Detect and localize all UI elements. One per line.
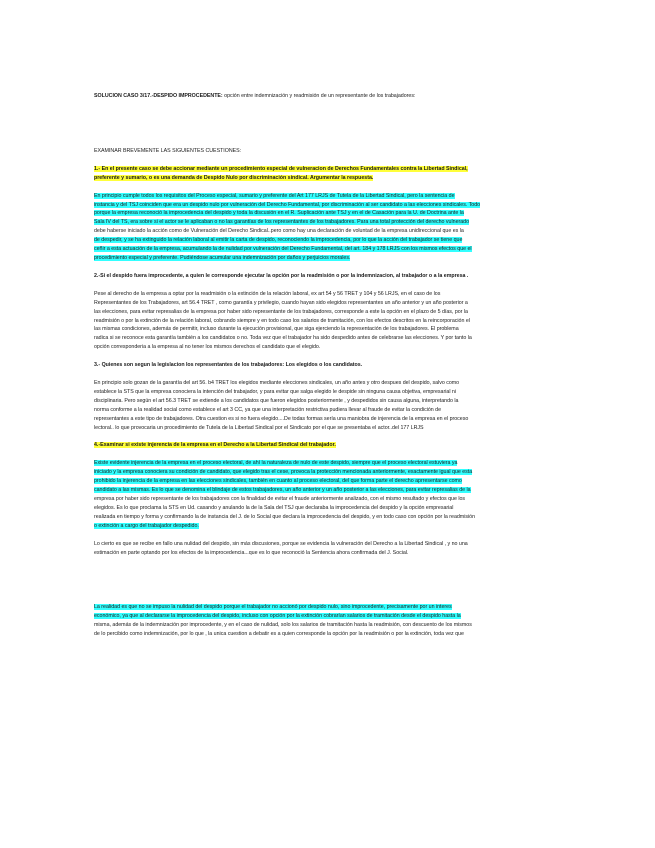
answer-2-line: opción corresponderia a la empresa al no tener los mismos derechos el candidato que el elegido. xyxy=(94,344,321,351)
answer-1-line: debe haberse iniciado la acción como de Vulneración del Derecho Sindical..pero como hay una declaración de voluntad de la empresa unidireccional que es la xyxy=(94,228,464,235)
question-4: 4.-Examinar si existe injerencia de la empresa en el Derecho a la Libertad Sindical del trabajador. xyxy=(94,442,336,449)
answer-2-line: las mismas condiciones, además de permitir, incluso durante la ejecución provisional, que siga ejerciendo la representación de los trabajadores. El problema xyxy=(94,326,459,333)
answer-2-line: Pese al derecho de la empresa a optar por la readmisión o la extinción de la relación laboral, ex art 54 y 56 TRET y 104 y 56 LRJS, en el caso de los xyxy=(94,290,441,297)
question-1 xyxy=(94,165,564,183)
question-3: 3.- Quienes son segun la legislacion los representantes de los trabajadores: Los elegidos o los candidatos. xyxy=(94,362,363,369)
paragraph-6-line: La realidad es que no se impuso la nulidad del despido porque el trabajador no accionó por despido nulo, sino improcedente, precisamente por un interes xyxy=(94,604,452,611)
document-page xyxy=(94,92,564,639)
answer-4-line: candidato a las mismas. Es lo que se denomina el blindaje de estos trabajadores, un año anterior y un año posterior a las elecciones, para evitar represalias de la xyxy=(94,487,471,494)
answer-1-line: ceñir a esta actuación de la empresa, acumulando la de nulidad por vulneración del Derecho Fundamental, del art. 184 y 178 LRJS con los mismos efectos que el xyxy=(94,246,472,253)
paragraph-6-line: misma, además de la indemnización por improcedente, y en el caso de nulidad, solo los salarios de tramitación hasta la readmisión, con descuento de los mismos xyxy=(94,622,472,629)
paragraph-6-line: económico, ya que al declararse la improcedencia del despido, incluso con opción por la extinción cobrarían salarios de tramitación desde el despido hasta la xyxy=(94,613,461,620)
answer-1-line: procedimiento especial y preferente. Pudiéndose acumular una indemnización por daños y perjuicios morales. xyxy=(94,254,351,261)
answer-4-line: iniciado y la empresa conociera su condición de candidato, que elegido tras el cese, provoca la protección mencionada anteriormente, exactamente igual que esta xyxy=(94,469,473,476)
answer-3 xyxy=(94,379,564,432)
section-heading: EXAMINAR BREVEMENTE LAS SIGUIENTES CUESTIONES: xyxy=(94,147,242,154)
paragraph-6 xyxy=(94,603,564,639)
answer-1-line: de despedir, y se ha extinguido la relación laboral al emitir la carta de despido, reconociendo la improcedencia, por lo que la acción del trabajador se tiene que xyxy=(94,237,463,244)
answer-4-line: o extinción a cargo del trabajador despedido. xyxy=(94,522,199,529)
paragraph-5-line: estimación en parte optando por los efectos de la improcedencia...que es lo que reconoció la Sentencia ahora confirmada del J. Social. xyxy=(94,549,409,556)
answer-4-line: Existe evidente injerencia de la empresa en el proceso electoral, de ahí la naturaleza de nulo de este despido, siempre que el proceso electoral estuviera ya xyxy=(94,460,458,467)
answer-4-line: empresa por haber sido representante de los trabajadores con la finalidad de evitar el fraude anteriormente analizado, con el mismo resultado y efectos que los xyxy=(94,496,466,502)
answer-1-line: Sala IV del TS, era sobre si el actor se le aplicaban o no las garantías de los representantes de los trabajadores. Para una total protección del derecho vulnerado xyxy=(94,219,470,226)
paragraph-5 xyxy=(94,540,564,558)
answer-2 xyxy=(94,290,564,352)
answer-2-line: radica si se reconoce esta garantía también a los candidatos o no. Toda vez que el trabajador ha sido despedido antes de celebrarse las elecciones. Y por tanto la xyxy=(94,335,472,342)
answer-4-line: prohibido la injerencia de la empresa en las elecciones sindicales, también en cuanto al proceso electoral, del que forma parte el derecho aprresentarse como xyxy=(94,478,462,485)
paragraph-5-line: Lo cierto es que se recibe en fallo una nulidad del despido, sin más discusiones, porque se evidencia la vulneración del Derecho a la Libertad Sindical , y no una xyxy=(94,540,468,547)
answer-3-line: representantes a este tipo de trabajadores. Otra cuestion es si no fuera elegido....De todas formas sería una maniobra de injerencia de la empresa en el proceso xyxy=(94,415,469,422)
answer-3-line: disciplinaria. Pero según el art 56.3 TRET se extiende a los candidatos que fueron elegidos posteriormente , y despedidos sin causa alguna, interpretando la xyxy=(94,397,459,404)
answer-3-line: lectoral.. lo que provocaria un procedimiento de Tutela de la Libertad Sindical por el Sindicato por el que se presentaba el actor..del 177 LRJS xyxy=(94,424,424,431)
answer-3-line: En principio solo gozan de la garantía del art 56. b4 TRET los elegidos mediante elecciones sindicales, un año antes y otro despues del despido, salvo como xyxy=(94,380,460,387)
answer-2-line: Representantes de los Trabajadores, art 56.4 TRET , como garantía y privilegio, cuando hayan sido elegidos representantes un año anterior y un año posterior a xyxy=(94,299,468,306)
question-1-line: preferente y sumario, o es una demanda de Despido Nulo por discriminación sindical. Argumentar la respuesta. xyxy=(94,174,374,181)
question-2: 2.-Si el despido fuera improcedente, a quien le corresponde ejecutar la opción por la readmisión o por la indemnizacion, al trabajador o a la empresa . xyxy=(94,272,469,279)
answer-1-line: En principio cumple todos los requisitos del Proceso especial, sumario y preferente del Art 177 LRJS de Tutela de la Libertad Sindical, pero la sentencia de xyxy=(94,192,455,199)
answer-2-line: readmisión o por la extinción de la relación laboral, cobrando siempre y en todo caso los salarios de tramitación, con los efectos descritos en la reincorporación el xyxy=(94,317,470,324)
answer-4-line: realizada en tiempo y forma y confirmando la de instancia del J. de lo Social que declara la improcedencia del despido, y en todo caso con opción por la readmisión xyxy=(94,513,475,520)
paragraph-6-line: de lo percibido como indemnización, por lo que , la unica cuestion a debatir es a quien corresponde la opción por la readmisión o por la extinción, toda vez que xyxy=(94,631,464,638)
answer-4-line: elegidos. Es lo que proclama la STS en Ud. casando y anulando la de la Sala del TSJ que declaraba la improcedencia del despido y la opción empresarial xyxy=(94,504,454,511)
answer-1 xyxy=(94,192,564,263)
question-1-line: 1.- En el presente caso se debe accionar mediante un procedimiento especial de vulneracion de Derechos Fundamentales contra la Libertad Sindical, xyxy=(94,165,468,172)
answer-1-line: porque la empresa reconoció la improcedencia del despido y toda la discusión en el R. Suplicación ante TSJ y en el de Casación para la U. de Doctrina ante la xyxy=(94,210,464,217)
answer-3-line: norma conforme a la realidad social como establece el art 3 CC, ya que una interpretación restrictiva pudiera llevar al fraude de evitar la condición de xyxy=(94,406,442,413)
answer-1-line: instancia y del TSJ coinciden que era un despido nulo por vulneración del Derecho Fundamental, por discriminación al ser candidato a las elecciones sindicales. Todo xyxy=(94,201,481,208)
answer-4 xyxy=(94,459,564,530)
answer-3-line: establece la STS que la empresa conociera la intención del trabajador, y para evitar que salga elegido le despide sin ninguna causa objetiva, empresarial ni xyxy=(94,388,457,395)
document-title: SOLUCION CASO 3/17.-DESPIDO IMPROCEDENTE: opción entre indemnización y readmisión de un representante de los trabajadores: xyxy=(94,93,416,99)
answer-2-line: las elecciones, para evitar represalias de la empresa por haber sido representante de los trabajadores, corresponde a este la opción en el plazo de 5 días, por la xyxy=(94,308,468,315)
